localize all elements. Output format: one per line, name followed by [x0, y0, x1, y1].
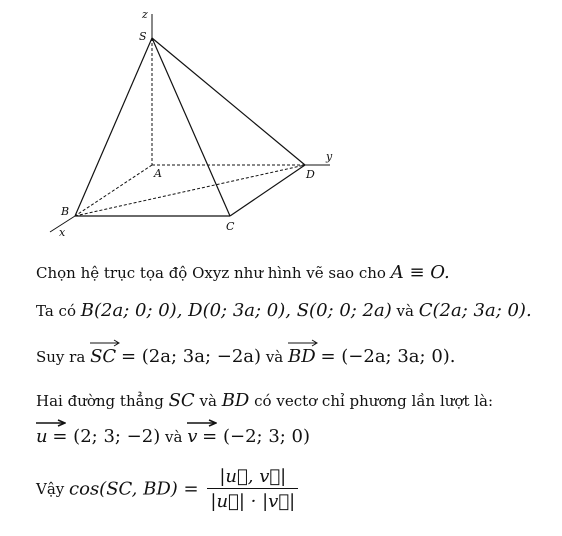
label-A: A	[154, 167, 162, 180]
vector-u	[36, 426, 48, 447]
line-4-and: và	[199, 392, 217, 410]
edge-CD	[230, 165, 305, 216]
line-5-and: và	[165, 428, 183, 446]
vector-BD-label: BD	[288, 346, 316, 367]
vector-u-label: u	[36, 426, 48, 447]
vector-BD	[288, 346, 316, 367]
line-2-prefix: Ta có	[36, 302, 76, 320]
vector-arrow-icon	[90, 339, 120, 347]
edge-SC	[152, 38, 230, 216]
fraction-numerator: |u⃗, v⃗|	[207, 466, 298, 489]
edge-SB	[75, 38, 152, 216]
cosine-fraction	[207, 466, 298, 512]
vector-SC	[90, 346, 116, 367]
label-x: x	[59, 226, 66, 239]
line-2-and: và	[396, 302, 414, 320]
line-2	[36, 300, 532, 321]
line-4-math-1: SC	[168, 390, 195, 411]
line-2-math-2: C(2a; 3a; 0).	[418, 300, 532, 321]
line-6-prefix: Vậy	[36, 480, 65, 498]
vector-arrow-icon	[187, 419, 217, 427]
line-5	[36, 426, 310, 447]
line-1-text: Chọn hệ trục tọa độ Oxyz như hình vẽ sao cho	[36, 264, 386, 282]
vector-v-label: v	[187, 426, 198, 447]
pyramid-figure	[0, 0, 562, 245]
line-4-text-1: Hai đường thẳng	[36, 392, 164, 410]
vector-u-value: = (2; 3; −2)	[52, 426, 161, 447]
label-S: S	[139, 30, 147, 43]
vector-arrow-icon	[36, 419, 66, 427]
vector-BD-value: = (−2a; 3a; 0).	[320, 346, 456, 367]
label-z: z	[142, 8, 148, 21]
line-3-prefix: Suy ra	[36, 348, 86, 366]
fraction-denominator: |u⃗| · |v⃗|	[210, 491, 296, 512]
diag-BD	[75, 165, 305, 216]
vector-SC-label: SC	[90, 346, 117, 367]
line-4-text-2: có vectơ chỉ phương lần lượt là:	[254, 392, 494, 410]
line-6	[36, 466, 298, 512]
line-3	[36, 346, 456, 367]
line-4	[36, 390, 493, 411]
line-6-math: cos(SC, BD) =	[69, 478, 199, 500]
line-1-math: A ≡ O.	[390, 262, 450, 283]
label-C: C	[226, 220, 235, 233]
vector-v-value: = (−2; 3; 0)	[202, 426, 311, 447]
edge-SD	[152, 38, 305, 165]
vector-arrow-icon	[288, 339, 318, 347]
label-D: D	[306, 168, 315, 181]
vector-SC-value: = (2a; 3a; −2a)	[120, 346, 262, 367]
line-3-and: và	[265, 348, 284, 366]
line-2-math-1: B(2a; 0; 0), D(0; 3a; 0), S(0; 0; 2a)	[80, 300, 392, 321]
line-4-math-2: BD	[221, 390, 250, 411]
label-y: y	[326, 150, 333, 163]
vector-v	[187, 426, 197, 447]
label-B: B	[61, 205, 70, 218]
line-1	[36, 262, 450, 283]
